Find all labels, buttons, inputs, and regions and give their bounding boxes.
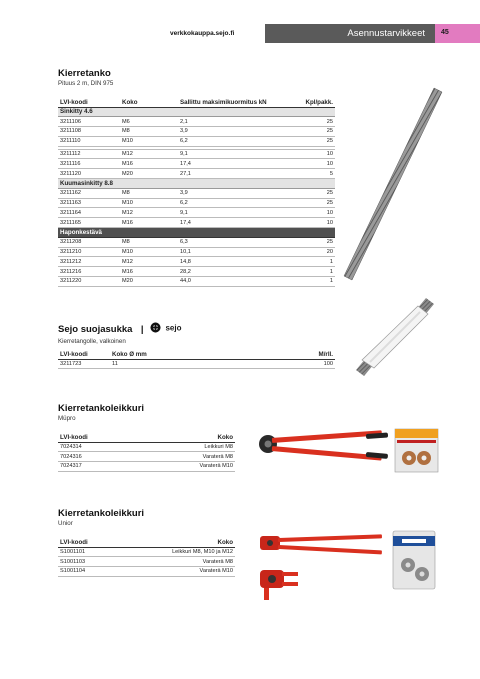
- column-header: Koko: [138, 432, 235, 442]
- table-cell: 5: [288, 169, 335, 179]
- table-cell: 3211110: [58, 136, 120, 146]
- title-separator: |: [140, 324, 144, 336]
- table-cell: 9,1: [178, 208, 288, 218]
- table-cell: Leikkuri M8, M10 ja M12: [128, 547, 235, 557]
- table-row: [58, 159, 335, 169]
- table-cell: 3,9: [178, 127, 288, 137]
- table-cell: 3211120: [58, 169, 120, 179]
- column-header: Koko: [120, 97, 178, 107]
- sejo-logo: [150, 319, 181, 337]
- table-cell: M8: [120, 188, 178, 198]
- table-cell: 3211165: [58, 218, 120, 228]
- table-cell: Leikkuri M8: [138, 442, 235, 452]
- table-cell: M8: [120, 237, 178, 247]
- sejo-logo-icon: [150, 322, 161, 333]
- mupro-cutter-image: [256, 430, 391, 470]
- table-cell: 3211723: [58, 359, 110, 369]
- table-row: [58, 359, 335, 369]
- section-cutter-unior-heading: [58, 508, 144, 527]
- column-header: LVI-koodi: [58, 97, 120, 107]
- table-cell: 3211208: [58, 237, 120, 247]
- table-cell: 2,1: [178, 117, 288, 127]
- table-cell: 6,2: [178, 198, 288, 208]
- unior-blade-package-image: [392, 530, 436, 590]
- table-cell: 3211106: [58, 117, 120, 127]
- cutter-mupro-table: [58, 432, 235, 472]
- table-cell: 3211216: [58, 267, 120, 277]
- table-cell: 9,1: [178, 149, 288, 159]
- table-cell: 10,1: [178, 247, 288, 257]
- table-cell: 10: [288, 208, 335, 218]
- table-cell: 25: [288, 198, 335, 208]
- table-row: [58, 567, 235, 577]
- section-title: Kierretanko: [58, 68, 111, 79]
- table-cell: M8: [120, 127, 178, 137]
- group-label: Sinkitty 4.6: [58, 107, 335, 117]
- table-cell: 25: [288, 237, 335, 247]
- threaded-rod-table: [58, 97, 335, 287]
- table-row: [58, 452, 235, 462]
- table-cell: M20: [120, 277, 178, 287]
- table-header-row: [58, 349, 335, 359]
- table-row: [58, 277, 335, 287]
- table-cell: 7024316: [58, 452, 138, 462]
- page-number-tab: [435, 24, 480, 43]
- table-cell: S1001101: [58, 547, 128, 557]
- table-cell: M16: [120, 267, 178, 277]
- table-cell: 7024317: [58, 462, 138, 472]
- group-header-row: [58, 107, 335, 117]
- table-cell: 6,3: [178, 237, 288, 247]
- table-cell: 1: [288, 257, 335, 267]
- section-subtitle: Kierretangolle, valkoinen: [58, 338, 126, 346]
- table-cell: S1001104: [58, 567, 128, 577]
- section-cutter-mupro-heading: [58, 403, 144, 422]
- table-row: [58, 442, 235, 452]
- site-url: verkkokauppa.sejo.fi: [170, 30, 235, 37]
- table-cell: 10: [288, 218, 335, 228]
- table-cell: 11: [110, 359, 290, 369]
- table-row: [58, 208, 335, 218]
- column-header: Koko: [128, 537, 235, 547]
- table-row: [58, 257, 335, 267]
- group-label: Haponkestävä: [58, 228, 335, 238]
- section-subtitle: Pituus 2 m, DIN 975: [58, 80, 114, 87]
- table-cell: 3211112: [58, 149, 120, 159]
- table-row: [58, 237, 335, 247]
- group-header-row: [58, 228, 335, 238]
- table-header-row: [58, 537, 235, 547]
- table-cell: 3211108: [58, 127, 120, 137]
- section-protective-sleeve-heading: [58, 319, 182, 345]
- table-cell: Varaterä M8: [128, 557, 235, 567]
- page-number: 45: [441, 29, 449, 36]
- table-cell: M10: [120, 198, 178, 208]
- section-subtitle: Müpro: [58, 415, 76, 422]
- column-header: Kpl/pakk.: [288, 97, 335, 107]
- table-cell: M16: [120, 218, 178, 228]
- table-cell: M16: [120, 159, 178, 169]
- table-cell: 27,1: [178, 169, 288, 179]
- table-row: [58, 149, 335, 159]
- threaded-rod-table-body: [58, 107, 335, 286]
- table-row: [58, 547, 235, 557]
- table-cell: M10: [120, 247, 178, 257]
- column-header: Sallittu maksimikuormitus kN: [178, 97, 288, 107]
- table-cell: 7024314: [58, 442, 138, 452]
- table-cell: 25: [288, 188, 335, 198]
- table-cell: 25: [288, 136, 335, 146]
- section-title: Kierretankoleikkuri: [58, 508, 145, 519]
- table-row: [58, 462, 235, 472]
- table-header-row: [58, 97, 335, 107]
- unior-cutter-closeup-image: [256, 560, 300, 602]
- table-row: [58, 127, 335, 137]
- table-cell: 6,2: [178, 136, 288, 146]
- table-cell: Varaterä M10: [128, 567, 235, 577]
- table-cell: Varaterä M8: [138, 452, 235, 462]
- table-cell: 3,9: [178, 188, 288, 198]
- table-cell: 3211163: [58, 198, 120, 208]
- table-cell: M20: [120, 169, 178, 179]
- mupro-blade-package-image: [394, 428, 439, 473]
- table-cell: S1001103: [58, 557, 128, 567]
- table-cell: 3211212: [58, 257, 120, 267]
- table-cell: 3211210: [58, 247, 120, 257]
- group-label: Kuumasinkitty 8.8: [58, 179, 335, 189]
- table-cell: 1: [288, 277, 335, 287]
- protective-sleeve-image: [350, 292, 440, 382]
- table-cell: M12: [120, 149, 178, 159]
- table-cell: 25: [288, 117, 335, 127]
- table-cell: M12: [120, 257, 178, 267]
- table-cell: 28,2: [178, 267, 288, 277]
- table-cell: 3211164: [58, 208, 120, 218]
- table-row: [58, 557, 235, 567]
- unior-cutter-image: [258, 530, 388, 560]
- table-cell: 17,4: [178, 159, 288, 169]
- column-header: Koko Ø mm: [110, 349, 290, 359]
- table-header-row: [58, 432, 235, 442]
- protective-sleeve-table: [58, 349, 335, 369]
- table-row: [58, 247, 335, 257]
- table-cell: 3211116: [58, 159, 120, 169]
- table-cell: M6: [120, 117, 178, 127]
- table-cell: M10: [120, 136, 178, 146]
- category-title: Asennustarvikkeet: [347, 28, 425, 39]
- cutter-unior-table: [58, 537, 235, 577]
- table-cell: 17,4: [178, 218, 288, 228]
- table-cell: 10: [288, 149, 335, 159]
- threaded-rod-image: [340, 84, 448, 284]
- table-cell: 10: [288, 159, 335, 169]
- table-cell: 1: [288, 267, 335, 277]
- table-cell: 25: [288, 127, 335, 137]
- section-threaded-rod-heading: [58, 68, 113, 87]
- table-cell: 100: [290, 359, 335, 369]
- sejo-logo-text: sejo: [165, 323, 182, 333]
- section-title: Sejo suojasukka: [58, 324, 133, 336]
- column-header: LVI-koodi: [58, 432, 138, 442]
- table-row: [58, 117, 335, 127]
- table-cell: 3211162: [58, 188, 120, 198]
- table-row: [58, 136, 335, 146]
- table-cell: M12: [120, 208, 178, 218]
- column-header: M/rll.: [290, 349, 335, 359]
- section-subtitle: Unior: [58, 520, 73, 527]
- group-header-row: [58, 179, 335, 189]
- column-header: LVI-koodi: [58, 537, 128, 547]
- table-row: [58, 218, 335, 228]
- table-cell: 44,0: [178, 277, 288, 287]
- table-row: [58, 169, 335, 179]
- table-row: [58, 198, 335, 208]
- column-header: LVI-koodi: [58, 349, 110, 359]
- section-title: Kierretankoleikkuri: [58, 403, 145, 414]
- table-cell: 20: [288, 247, 335, 257]
- table-row: [58, 188, 335, 198]
- table-cell: 3211220: [58, 277, 120, 287]
- table-row: [58, 267, 335, 277]
- table-cell: Varaterä M10: [138, 462, 235, 472]
- category-header-bar: [265, 24, 435, 43]
- table-cell: 14,8: [178, 257, 288, 267]
